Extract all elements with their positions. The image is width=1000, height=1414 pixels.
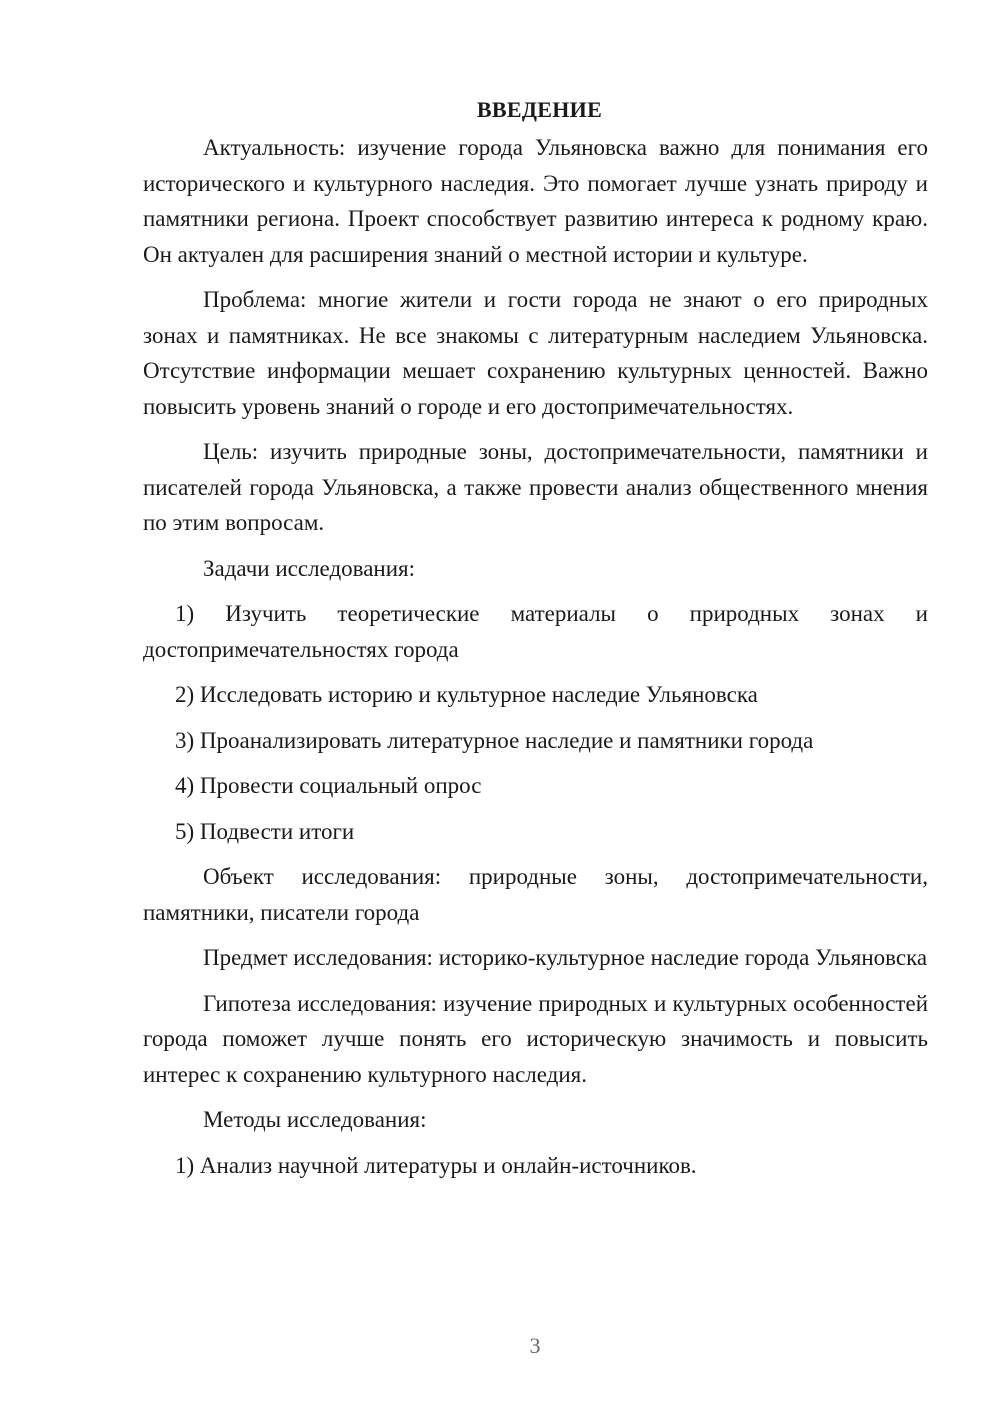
document-page: [143, 92, 928, 1183]
tasks-heading: Задачи исследования:: [203, 555, 416, 581]
problem-paragraph: Проблема: многие жители и гости города не знают о его природных зонах и памятниках. Не все знакомы с литературным наследием Ульяновска. Отсутствие информации мешает сохранению культурных ценностей. Важно повысить уровень знаний о городе и его достопримечательностях.: [143, 287, 928, 419]
goal-paragraph: Цель: изучить природные зоны, достопримечательности, памятники и писателей города Ульяновска, а также провести анализ общественного мнения по этим вопросам.: [143, 439, 928, 535]
section-heading: ВВЕДЕНИЕ: [476, 97, 603, 122]
relevance-paragraph: Актуальность: изучение города Ульяновска важно для понимания его исторического и культурного наследия. Это помогает лучше узнать природу и памятники региона. Проект способствует развитию интереса к родному краю. Он актуален для расширения знаний о местной истории и культуре.: [143, 135, 928, 267]
task-item-1: 1) Изучить теоретические материалы о природных зонах и достопримечательностях города: [143, 601, 928, 662]
hypothesis-paragraph: Гипотеза исследования: изучение природных и культурных особенностей города поможет лучше понять его историческую значимость и повысить интерес к сохранению культурного наследия.: [143, 990, 928, 1087]
method-item-1: 1) Анализ научной литературы и онлайн-источников.: [175, 1152, 697, 1178]
task-item-2: 2) Исследовать историю и культурное наследие Ульяновска: [175, 682, 758, 707]
page-number: 3: [529, 1333, 541, 1358]
subject-paragraph: Предмет исследования: историко-культурное наследие города Ульяновска: [203, 945, 928, 970]
methods-heading: Методы исследования:: [203, 1107, 427, 1132]
object-paragraph: Объект исследования: природные зоны, достопримечательности, памятники, писатели города: [143, 864, 928, 925]
task-item-5: 5) Подвести итоги: [175, 818, 355, 844]
task-item-4: 4) Провести социальный опрос: [175, 773, 482, 798]
task-item-3: 3) Проанализировать литературное наследие и памятники города: [175, 727, 814, 753]
